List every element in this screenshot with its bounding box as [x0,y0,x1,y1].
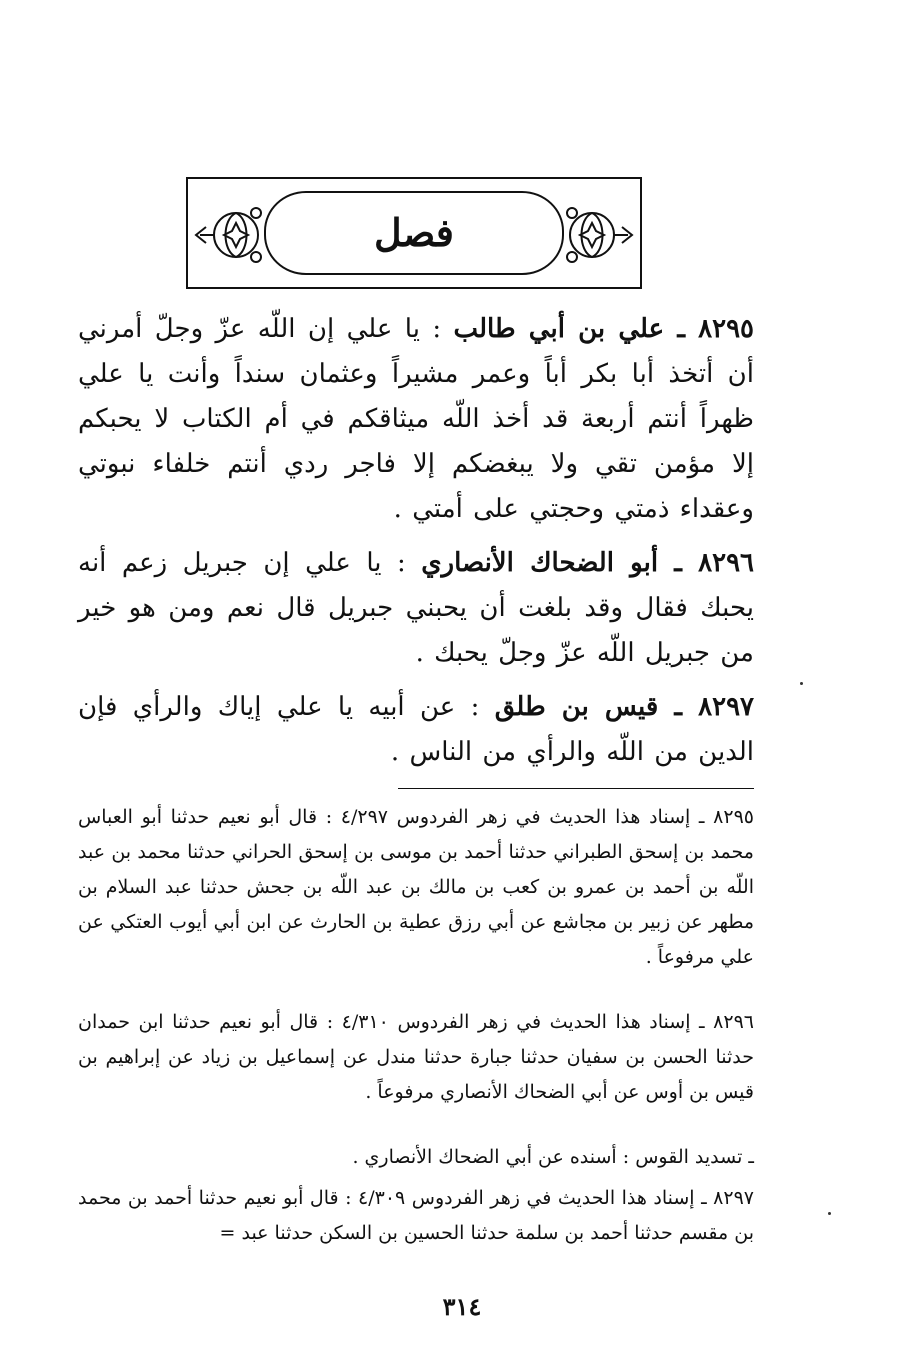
section-header-frame [186,177,642,289]
footnote: ٨٢٩٦ ـ إسناد هذا الحديث في زهر الفردوس ٤/٣١٠ : قال أبو نعيم حدثنا ابن حمدان حدثنا الحسن بن سفيان حدثنا جبارة حدثنا مندل عن إسماعيل بن زياد عن إبراهيم بن قيس بن أوس عن أبي الضحاك الأنصاري مرفوعاً . [78,1011,754,1103]
hadith-narrator: ٨٢٩٦ ـ أبو الضحاك الأنصاري [421,548,755,578]
hadith-text: : عن أبيه يا علي إياك والرأي فإن الدين من اللّه والرأي من الناس . [78,692,754,767]
title-cartouche [264,191,564,275]
hadith-narrator: ٨٢٩٧ ـ قيس بن طلق [494,692,755,722]
hadith-text: : يا علي إن اللّه عزّ وجلّ أمرني أن أتخذ أبا بكر أباً وعمر مشيراً وعثمان سنداً وأنت يا علي ظهراً أنتم أربعة قد أخذ اللّه ميثاقكم في أم الكتاب لا يحبكم إلا مؤمن تقي ولا يبغضكم إلا فاجر ردي أنتم خلفاء نبوتي وعقداء ذمتي وحجتي على أمتي . [78,314,754,524]
arabesque-ornament-icon [192,195,272,275]
arabesque-ornament-icon [556,195,636,275]
hadith-entry [78,685,754,775]
footnote-divider [398,788,754,789]
scan-speck [828,1212,831,1215]
footnote: ٨٢٩٥ ـ إسناد هذا الحديث في زهر الفردوس ٤/٢٩٧ : قال أبو نعيم حدثنا أبو العباس محمد بن إسحق الطبراني حدثنا أحمد بن موسى بن إسحق الحراني حدثنا محمد بن عبد اللّه بن أحمد بن عمرو بن كعب بن مالك بن عبد اللّه بن جحش حدثنا عبد السلام بن مطهر عن زبير بن مجاشع عن أبي رزق عطية بن الحارث عن ابن أبي أيوب العتكي عن علي مرفوعاً . [78,806,754,968]
page-number: ٣١٤ [442,1292,482,1321]
section-title: فصل [374,210,454,255]
footnote: ٨٢٩٧ ـ إسناد هذا الحديث في زهر الفردوس ٤/٣٠٩ : قال أبو نعيم حدثنا أحمد بن محمد بن مقسم حدثنا أحمد بن سلمة حدثنا الحسين بن السكن حدثنا عبد = [78,1187,754,1244]
footnote: ـ تسديد القوس : أسنده عن أبي الضحاك الأنصاري . [352,1146,754,1168]
hadith-narrator: ٨٢٩٥ ـ علي بن أبي طالب [453,314,754,344]
scan-speck [800,682,803,685]
hadith-entry [78,307,754,532]
hadith-text: : يا علي إن جبريل زعم أنه يحبك فقال وقد بلغت أن يحبني جبريل قال نعم ومن هو خير من جبريل اللّه عزّ وجلّ يحبك . [78,548,754,668]
hadith-entry [78,541,754,676]
